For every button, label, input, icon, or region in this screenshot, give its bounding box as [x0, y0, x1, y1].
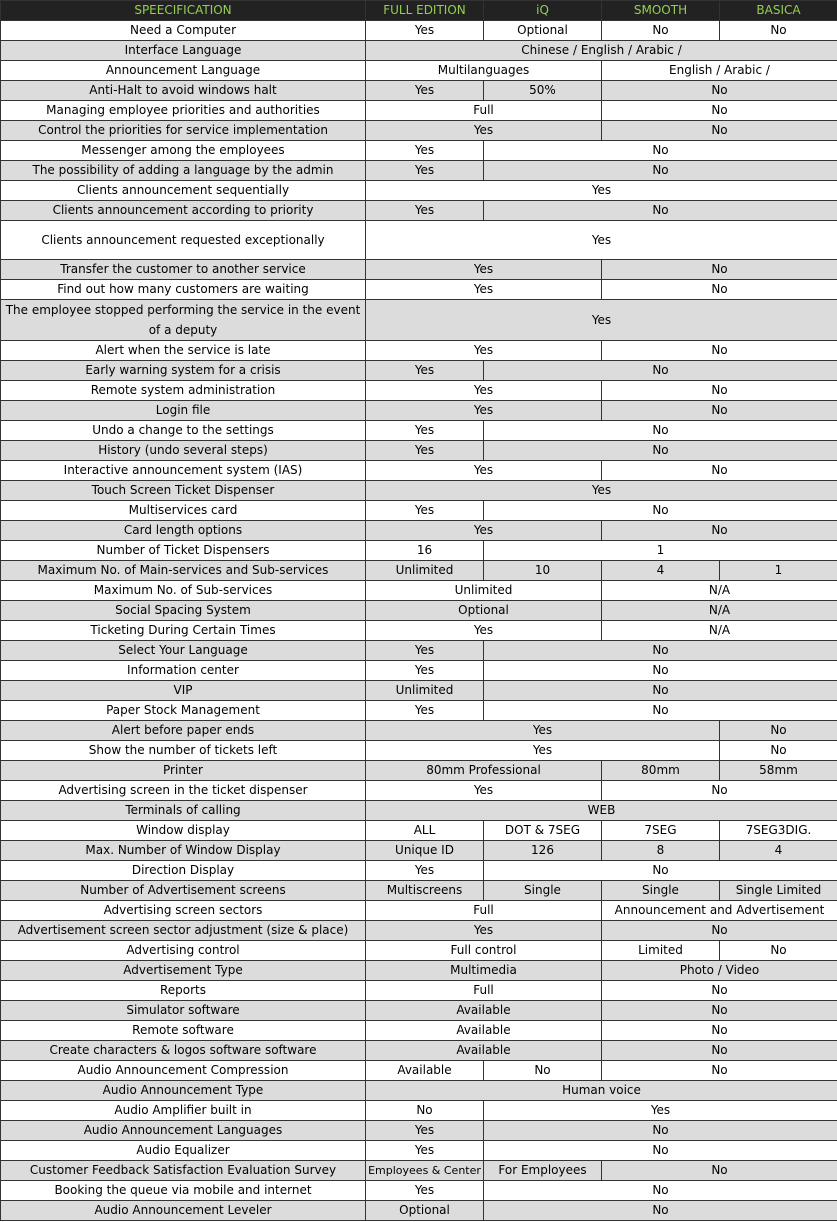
- table-row: [1, 300, 837, 341]
- row-value: No: [602, 341, 837, 361]
- table-row: [1, 1081, 837, 1101]
- table-row: [1, 901, 837, 921]
- row-label: Max. Number of Window Display: [1, 841, 366, 861]
- row-value: No: [484, 501, 837, 521]
- row-label: History (undo several steps): [1, 441, 366, 461]
- table-row: [1, 601, 837, 621]
- row-value: 4: [602, 561, 720, 581]
- row-value: Yes: [366, 161, 484, 181]
- table-row: [1, 421, 837, 441]
- row-value: 7SEG3DIG.: [720, 821, 837, 841]
- row-value: Full: [366, 981, 602, 1001]
- row-value: No: [484, 361, 837, 381]
- row-value: 126: [484, 841, 602, 861]
- row-label: Touch Screen Ticket Dispenser: [1, 481, 366, 501]
- row-value: Full control: [366, 941, 602, 961]
- table-row: [1, 841, 837, 861]
- table-row: [1, 541, 837, 561]
- row-value: No: [602, 260, 837, 280]
- table-row: [1, 1121, 837, 1141]
- row-label: VIP: [1, 681, 366, 701]
- row-label: Audio Announcement Compression: [1, 1061, 366, 1081]
- table-row: [1, 1161, 837, 1181]
- row-value: Employees & Center: [366, 1161, 484, 1181]
- row-value: 4: [720, 841, 837, 861]
- row-label: Early warning system for a crisis: [1, 361, 366, 381]
- row-value: No: [484, 1121, 837, 1141]
- row-value: Yes: [366, 641, 484, 661]
- header-full-edition: FULL EDITION: [366, 1, 484, 21]
- row-value: No: [602, 21, 720, 41]
- row-value: Yes: [366, 921, 602, 941]
- row-value: 7SEG: [602, 821, 720, 841]
- table-row: [1, 501, 837, 521]
- header-iq: iQ: [484, 1, 602, 21]
- table-row: [1, 821, 837, 841]
- row-label: Audio Announcement Type: [1, 1081, 366, 1101]
- row-value: Yes: [366, 221, 837, 260]
- row-value: No: [602, 1061, 837, 1081]
- row-value: Yes: [366, 861, 484, 881]
- row-value: Limited: [602, 941, 720, 961]
- row-value: No: [720, 721, 837, 741]
- table-row: [1, 701, 837, 721]
- row-label: Advertising control: [1, 941, 366, 961]
- row-value: No: [484, 681, 837, 701]
- row-value: English / Arabic /: [602, 61, 837, 81]
- row-value: Unique ID: [366, 841, 484, 861]
- row-value: Yes: [366, 1141, 484, 1161]
- row-value: Yes: [366, 141, 484, 161]
- row-label: Anti-Halt to avoid windows halt: [1, 81, 366, 101]
- row-label: Remote system administration: [1, 381, 366, 401]
- row-value: No: [602, 1021, 837, 1041]
- row-value: Optional: [484, 21, 602, 41]
- table-row: [1, 1001, 837, 1021]
- table-row: [1, 1181, 837, 1201]
- table-row: [1, 581, 837, 601]
- header-specification: SPEECIFICATION: [1, 1, 366, 21]
- row-value: No: [602, 1161, 837, 1181]
- row-value: Yes: [366, 621, 602, 641]
- row-value: Unlimited: [366, 681, 484, 701]
- row-value: Unlimited: [366, 561, 484, 581]
- row-value: No: [484, 201, 837, 221]
- row-value: Available: [366, 1021, 602, 1041]
- row-value: N/A: [602, 621, 837, 641]
- row-label: Maximum No. of Sub-services: [1, 581, 366, 601]
- table-row: [1, 161, 837, 181]
- row-value: N/A: [602, 581, 837, 601]
- table-row: [1, 1201, 837, 1221]
- row-value: No: [484, 1201, 837, 1221]
- table-row: [1, 280, 837, 300]
- table-row: [1, 981, 837, 1001]
- row-label: Show the number of tickets left: [1, 741, 366, 761]
- table-row: [1, 401, 837, 421]
- row-value: No: [602, 280, 837, 300]
- row-value: 1: [484, 541, 837, 561]
- row-value: No: [484, 641, 837, 661]
- row-value: 10: [484, 561, 602, 581]
- row-value: N/A: [602, 601, 837, 621]
- table-row: [1, 1141, 837, 1161]
- table-row: [1, 741, 837, 761]
- row-value: Single Limited: [720, 881, 837, 901]
- row-value: Yes: [366, 701, 484, 721]
- table-row: [1, 1021, 837, 1041]
- row-label: Alert when the service is late: [1, 341, 366, 361]
- row-label: Announcement Language: [1, 61, 366, 81]
- row-value: No: [484, 1141, 837, 1161]
- row-label: Create characters & logos software software: [1, 1041, 366, 1061]
- row-value: No: [602, 101, 837, 121]
- table-row: [1, 21, 837, 41]
- row-value: No: [484, 1181, 837, 1201]
- row-value: Available: [366, 1041, 602, 1061]
- row-value: No: [602, 981, 837, 1001]
- row-value: Yes: [366, 421, 484, 441]
- table-row: [1, 361, 837, 381]
- row-label: Control the priorities for service implementation: [1, 121, 366, 141]
- row-value: No: [484, 701, 837, 721]
- row-value: Single: [484, 881, 602, 901]
- row-value: Available: [366, 1061, 484, 1081]
- row-value: 80mm Professional: [366, 761, 602, 781]
- table-row: [1, 341, 837, 361]
- row-value: Yes: [366, 461, 602, 481]
- table-row: [1, 1061, 837, 1081]
- row-value: No: [602, 521, 837, 541]
- row-value: Yes: [366, 481, 837, 501]
- row-value: Yes: [366, 260, 602, 280]
- row-value: Human voice: [366, 1081, 837, 1101]
- row-value: Single: [602, 881, 720, 901]
- table-row: [1, 941, 837, 961]
- row-value: 8: [602, 841, 720, 861]
- row-value: WEB: [366, 801, 837, 821]
- row-value: Full: [366, 901, 602, 921]
- row-value: ALL: [366, 821, 484, 841]
- row-label: Select Your Language: [1, 641, 366, 661]
- table-row: [1, 621, 837, 641]
- row-value: Yes: [366, 721, 720, 741]
- row-value: Yes: [366, 181, 837, 201]
- row-label: Card length options: [1, 521, 366, 541]
- row-label: Advertising screen in the ticket dispenser: [1, 781, 366, 801]
- table-row: [1, 561, 837, 581]
- table-row: [1, 441, 837, 461]
- row-value: 58mm: [720, 761, 837, 781]
- row-value: Yes: [366, 1181, 484, 1201]
- row-value: No: [602, 401, 837, 421]
- row-label: Audio Announcement Leveler: [1, 1201, 366, 1221]
- row-value: No: [602, 381, 837, 401]
- table-row: [1, 781, 837, 801]
- row-value: Chinese / English / Arabic /: [366, 41, 837, 61]
- row-value: Yes: [366, 1121, 484, 1141]
- row-value: No: [602, 781, 837, 801]
- row-label: Clients announcement sequentially: [1, 181, 366, 201]
- row-label: Direction Display: [1, 861, 366, 881]
- row-value: No: [720, 21, 837, 41]
- row-label: Advertisement screen sector adjustment (size & place): [1, 921, 366, 941]
- row-value: Yes: [366, 501, 484, 521]
- table-row: [1, 1041, 837, 1061]
- row-label: Information center: [1, 661, 366, 681]
- row-label: Number of Advertisement screens: [1, 881, 366, 901]
- row-value: No: [484, 661, 837, 681]
- table-row: [1, 661, 837, 681]
- table-row: [1, 521, 837, 541]
- row-label: Remote software: [1, 1021, 366, 1041]
- row-value: DOT & 7SEG: [484, 821, 602, 841]
- table-row: [1, 921, 837, 941]
- row-value: No: [602, 461, 837, 481]
- row-value: Multilanguages: [366, 61, 602, 81]
- table-row: [1, 181, 837, 201]
- row-label: Number of Ticket Dispensers: [1, 541, 366, 561]
- row-value: Yes: [366, 521, 602, 541]
- table-row: [1, 801, 837, 821]
- row-value: No: [484, 421, 837, 441]
- table-row: [1, 221, 837, 260]
- row-value: No: [366, 1101, 484, 1121]
- row-label: Alert before paper ends: [1, 721, 366, 741]
- row-label: Reports: [1, 981, 366, 1001]
- row-label: Messenger among the employees: [1, 141, 366, 161]
- row-label: Maximum No. of Main-services and Sub-services: [1, 561, 366, 581]
- row-label: Need a Computer: [1, 21, 366, 41]
- row-value: Yes: [366, 21, 484, 41]
- row-label: Multiservices card: [1, 501, 366, 521]
- header-basica: BASICA: [720, 1, 837, 21]
- row-value: 50%: [484, 81, 602, 101]
- row-label: Advertising screen sectors: [1, 901, 366, 921]
- row-value: Yes: [484, 1101, 837, 1121]
- row-value: Yes: [366, 280, 602, 300]
- table-row: [1, 881, 837, 901]
- row-value: Yes: [366, 381, 602, 401]
- row-value: No: [720, 741, 837, 761]
- table-row: [1, 961, 837, 981]
- row-value: 1: [720, 561, 837, 581]
- row-label: Paper Stock Management: [1, 701, 366, 721]
- row-label: Printer: [1, 761, 366, 781]
- row-label: Clients announcement according to priority: [1, 201, 366, 221]
- row-value: 16: [366, 541, 484, 561]
- row-label: The employee stopped performing the service in the event of a deputy: [1, 300, 366, 341]
- table-row: [1, 461, 837, 481]
- row-value: Optional: [366, 1201, 484, 1221]
- row-value: Yes: [366, 81, 484, 101]
- table-row: [1, 101, 837, 121]
- row-label: Interface Language: [1, 41, 366, 61]
- row-label: Audio Equalizer: [1, 1141, 366, 1161]
- table-row: [1, 481, 837, 501]
- table-row: [1, 81, 837, 101]
- row-value: Available: [366, 1001, 602, 1021]
- table-header-row: [1, 1, 837, 21]
- row-value: Photo / Video: [602, 961, 837, 981]
- table-row: [1, 641, 837, 661]
- row-label: Find out how many customers are waiting: [1, 280, 366, 300]
- row-value: For Employees: [484, 1161, 602, 1181]
- row-value: Yes: [366, 401, 602, 421]
- row-label: Transfer the customer to another service: [1, 260, 366, 280]
- row-value: No: [484, 141, 837, 161]
- row-value: No: [484, 441, 837, 461]
- row-label: Booking the queue via mobile and internet: [1, 1181, 366, 1201]
- row-value: Yes: [366, 361, 484, 381]
- row-value: Yes: [366, 661, 484, 681]
- table-row: [1, 1101, 837, 1121]
- row-label: Clients announcement requested exceptionally: [1, 221, 366, 260]
- row-label: Terminals of calling: [1, 801, 366, 821]
- row-label: The possibility of adding a language by the admin: [1, 161, 366, 181]
- row-value: No: [602, 921, 837, 941]
- row-value: No: [602, 81, 837, 101]
- table-row: [1, 861, 837, 881]
- row-label: Window display: [1, 821, 366, 841]
- table-row: [1, 121, 837, 141]
- row-value: No: [602, 121, 837, 141]
- row-value: Multimedia: [366, 961, 602, 981]
- row-label: Managing employee priorities and authorities: [1, 101, 366, 121]
- row-label: Login file: [1, 401, 366, 421]
- row-label: Customer Feedback Satisfaction Evaluation Survey: [1, 1161, 366, 1181]
- row-value: No: [484, 161, 837, 181]
- row-value: 80mm: [602, 761, 720, 781]
- row-value: Yes: [366, 201, 484, 221]
- row-value: Yes: [366, 300, 837, 341]
- table-row: [1, 260, 837, 280]
- row-value: Yes: [366, 121, 602, 141]
- row-value: Multiscreens: [366, 881, 484, 901]
- row-value: Unlimited: [366, 581, 602, 601]
- row-label: Social Spacing System: [1, 601, 366, 621]
- row-value: Optional: [366, 601, 602, 621]
- row-value: No: [602, 1001, 837, 1021]
- table-row: [1, 201, 837, 221]
- row-value: Yes: [366, 781, 602, 801]
- row-value: Yes: [366, 741, 720, 761]
- row-label: Ticketing During Certain Times: [1, 621, 366, 641]
- row-value: Full: [366, 101, 602, 121]
- row-value: Yes: [366, 441, 484, 461]
- row-label: Advertisement Type: [1, 961, 366, 981]
- row-value: Announcement and Advertisement: [602, 901, 837, 921]
- row-value: No: [602, 1041, 837, 1061]
- row-label: Undo a change to the settings: [1, 421, 366, 441]
- table-row: [1, 721, 837, 741]
- row-value: No: [720, 941, 837, 961]
- header-smooth: SMOOTH: [602, 1, 720, 21]
- table-row: [1, 681, 837, 701]
- row-label: Audio Amplifier built in: [1, 1101, 366, 1121]
- table-body: [1, 21, 837, 1221]
- table-row: [1, 41, 837, 61]
- row-value: No: [484, 1061, 602, 1081]
- row-value: No: [484, 861, 837, 881]
- table-row: [1, 61, 837, 81]
- table-row: [1, 381, 837, 401]
- row-label: Interactive announcement system (IAS): [1, 461, 366, 481]
- row-label: Simulator software: [1, 1001, 366, 1021]
- row-value: Yes: [366, 341, 602, 361]
- row-label: Audio Announcement Languages: [1, 1121, 366, 1141]
- table-row: [1, 141, 837, 161]
- table-row: [1, 761, 837, 781]
